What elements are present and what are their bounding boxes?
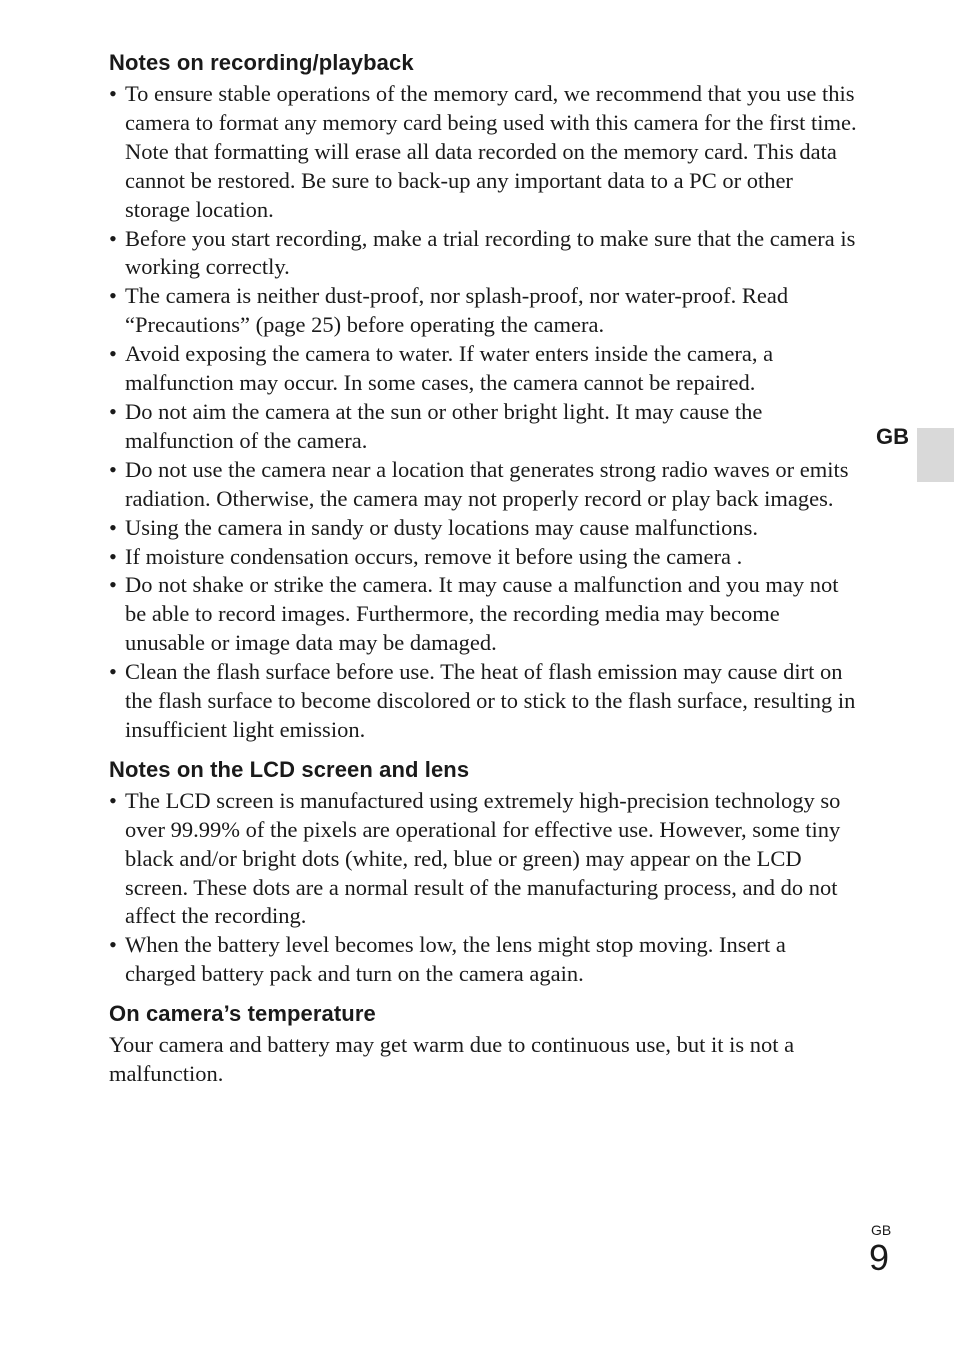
section-camera-temperature [109, 999, 861, 1089]
list-item: • Do not shake or strike the camera. It may cause a malfunction and you may not be able to record images. Furthermore, the recording media may become unusable or image data may be damaged. [109, 571, 861, 658]
section-recording-playback [109, 48, 861, 745]
list-item: • If moisture condensation occurs, remove it before using the camera . [109, 543, 861, 572]
list-item: • Avoid exposing the camera to water. If water enters inside the camera, a malfunction may occur. In some cases, the camera cannot be repaired. [109, 340, 861, 398]
list-item: • Do not use the camera near a location that generates strong radio waves or emits radiation. Otherwise, the camera may not properly record or play back images. [109, 456, 861, 514]
list-item: • To ensure stable operations of the memory card, we recommend that you use this camera to format any memory card being used with this camera for the first time. Note that formatting will erase all data recorded on the memory card. This data cannot be restored. Be sure to back-up any important data to a PC or other storage location. [109, 80, 861, 225]
bullet-list [109, 80, 861, 745]
list-item: • The camera is neither dust-proof, nor splash-proof, nor water-proof. Read “Precautions” (page 25) before operating the camera. [109, 282, 861, 340]
section-heading: Notes on recording/playback [109, 50, 414, 75]
document-body [109, 48, 861, 1089]
page-number: 9 [869, 1237, 890, 1278]
section-heading: On camera’s temperature [109, 1001, 376, 1027]
list-item: • Before you start recording, make a trial recording to make sure that the camera is working correctly. [109, 225, 861, 283]
language-tab-marker [917, 428, 954, 482]
language-tab-label: GB [876, 424, 909, 449]
footer-language-code: GB [871, 1222, 892, 1238]
list-item: • Using the camera in sandy or dusty locations may cause malfunctions. [109, 514, 861, 543]
body-paragraph: Your camera and battery may get warm due to continuous use, but it is not a malfunction. [109, 1032, 795, 1087]
list-item: • Clean the flash surface before use. The heat of flash emission may cause dirt on the flash surface to become discolored or to stick to the flash surface, resulting in insufficient light emission. [109, 658, 861, 745]
bullet-list [109, 787, 861, 989]
list-item: • When the battery level becomes low, the lens might stop moving. Insert a charged battery pack and turn on the camera again. [109, 931, 861, 989]
list-item: • Do not aim the camera at the sun or other bright light. It may cause the malfunction of the camera. [109, 398, 861, 456]
section-heading: Notes on the LCD screen and lens [109, 756, 470, 782]
list-item: • The LCD screen is manufactured using extremely high-precision technology so over 99.99% of the pixels are operational for effective use. However, some tiny black and/or bright dots (white, red, blue or green) may appear on the LCD screen. These dots are a normal result of the manufacturing process, and do not affect the recording. [109, 787, 861, 932]
section-lcd-screen-lens [109, 755, 861, 989]
